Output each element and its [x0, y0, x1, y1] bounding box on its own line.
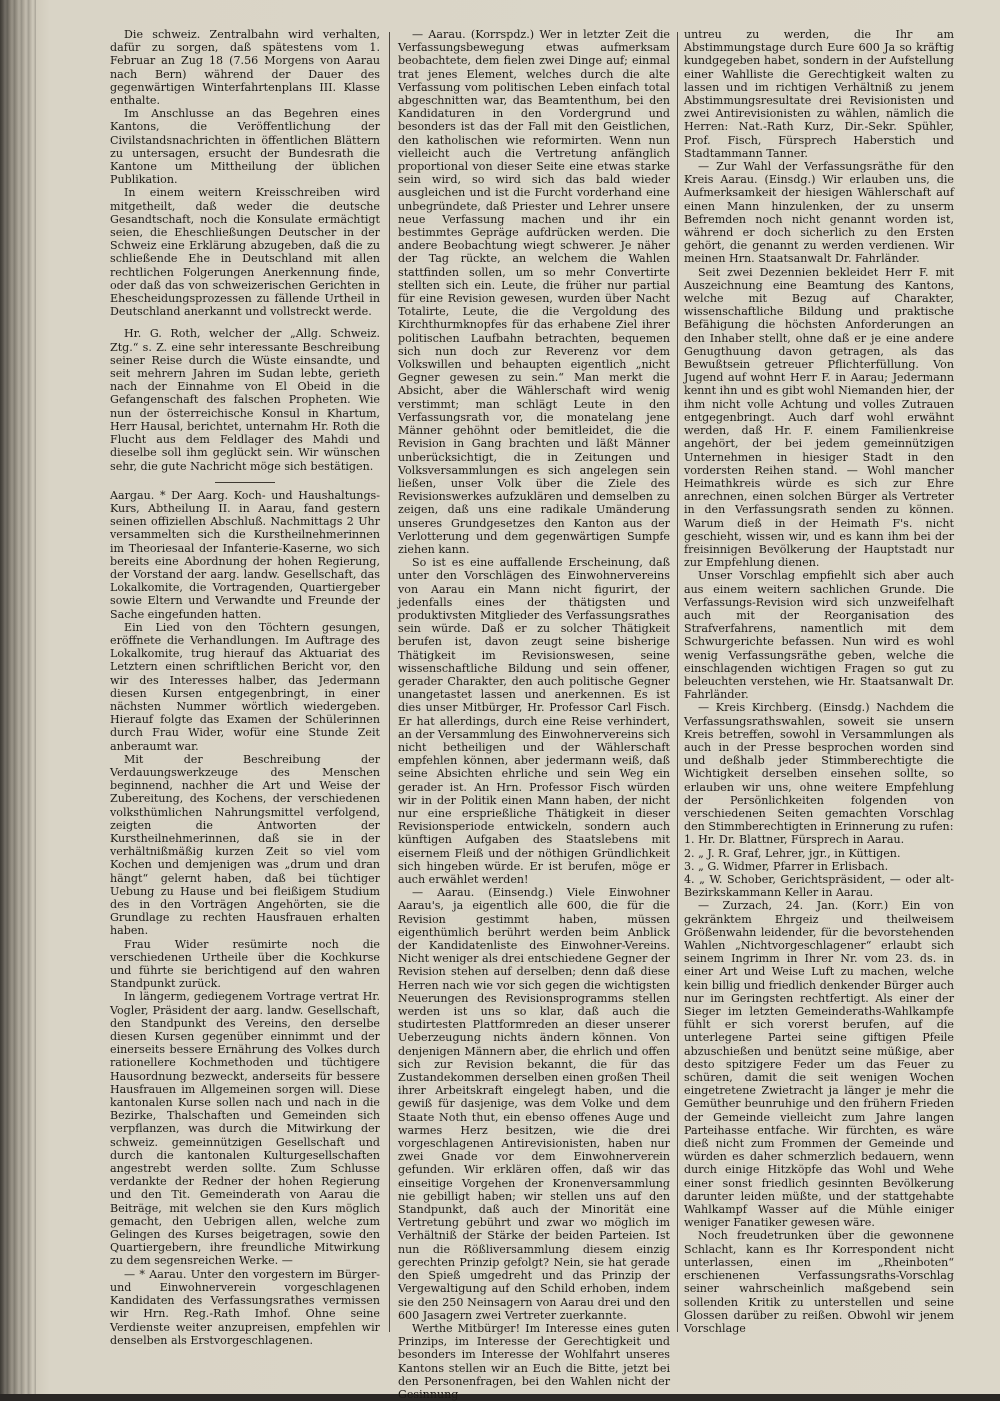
article-kochkurs-heading: Aargau. * Der Aarg. Koch- und Haushaltungs-Kurs, Abtheilung II. in Aarau, fand gestern seinen offiziellen Abschluß. Nachmittags 2 Uhr versammelten sich die Kurstheilnehmerinnen im Theoriesaal der Infanterie-Kaserne, wo sich bereits eine Abordnung der hohen Regierung, der Vorstand der aarg. landw. Gesellschaft, das Lokalkomite, die Vortragenden, Quartiergeber sowie Eltern und Verwandte und Freunde der Sache eingefunden hatten. [110, 488, 380, 621]
article-civilstand: Im Anschlusse an das Begehren eines Kantons, die Veröffentlichung der Civilstandsnachrichten in öffentlichen Blättern zu untersagen, ersucht der Bundesrath die Kantone um Mittheilung der üblichen Publikation. [110, 107, 380, 187]
article-fisch-kandidat: So ist es eine auffallende Erscheinung, daß unter den Vorschlägen des Einwohnervereins von Aarau ein Mann nicht figurirt, der jedenfalls eines der thätigsten und produktivsten Mitglieder des Verfassungsrathes sein würde. Daß er zu solcher Thätigkeit berufen ist, davon zeugt seine bisherige Thätigkeit im Revisionswesen, seine wissenschaftliche Bildung und sein offener, gerader Charakter, den auch politische Gegner unangetastet lassen und anerkennen. Es ist dies unser Mitbürger, Hr. Professor Carl Fisch. Er hat allerdings, durch eine Reise verhindert, an der Versammlung des Einwohnervereins sich nicht betheiligen und der Wählerschaft empfehlen können, aber jedermann weiß, daß seine Absichten ehrliche und sein Weg ein gerader ist. An Hrn. Professor Fisch würden wir in der Politik einen Mann haben, der nicht nur eine ersprießliche Thätigkeit in dieser Revisionsperiode entwickeln, sondern auch künftigen Aufgaben des Staatslebens mit eisernem Fleiß und der nöthigen Gründlichkeit sich hingeben würde. Er ist berufen, möge er auch erwählet werden! [398, 556, 670, 886]
column-rule-left [389, 32, 390, 1332]
article-zurzach: — Zurzach, 24. Jan. (Korr.) Ein von gekränktem Ehrgeiz und theilweisem Größenwahn leidender, für die bevorstehenden Wahlen „Nichtvorgeschlagener“ erlaubt sich seinem Ingrimm in Ihrer Nr. vom 23. ds. in einer Art und Weise Luft zu machen, welche kein billig und friedlich denkender Bürger auch nur im Geringsten rechtfertigt. Als einer der Sieger im letzten Gemeinderaths-Wahlkampfe fühlt er sich vorerst berufen, auf die unterlegene Partei seine giftigen Pfeile abzuschießen und benützt seine müßige, aber desto spitzigere Feder um das Feuer zu schüren, damit die seit wenigen Wochen eingetretene Zwietracht ja länger je mehr die Gemüther beunruhige und den frühern Frieden der Gemeinde vielleicht zum Jahre langen Parteihasse entfache. Wir fürchten, es wäre dieß nicht zum Frommen der Gemeinde und würden es daher schmerzlich bedauern, wenn durch einige Hitzköpfe das Wohl und Wehe einer sonst friedlich gesinnten Bevölkerung darunter leiden müßte, und der stattgehabte Wahlkampf Wasser auf die Mühle einiger weniger Fanatiker gewesen wäre. [684, 899, 954, 1230]
column-rule-right [677, 32, 678, 1332]
article-aarau-einsendung: — Aarau. (Einsendg.) Viele Einwohner Aarau's, ja eigentlich alle 600, die für die Revision gestimmt haben, müssen eigenthümlich berührt werden beim Anblick der Kandidatenliste des Einwohner-Vereins. Nicht weniger als drei entschiedene Gegner der Revision stehen auf derselben; denn daß diese Herren nach wie vor sich gegen die wichtigsten Neuerungen des Revisionsprogramms stellen werden ist uns so klar, daß auch die studirtesten Plattformreden an dieser unserer Ueberzeugung nichts ändern können. Von denjenigen Männern aber, die ehrlich und offen sich zur Revision bekannt, die für das Zustandekommen derselben einen großen Theil ihrer Arbeitskraft eingelegt haben, und die gewiß für dasjenige, was dem Volke und dem Staate Noth thut, ein ebenso offenes Auge und warmes Herz besitzen, wie die drei vorgeschlagenen Antirevisionisten, haben nur zwei Gnade vor dem Einwohnerverein gefunden. Wir erklären offen, daß wir das einseitige Vorgehen der Kronenversammlung nie gebilligt haben; wir stellen uns auf den Standpunkt, daß auch der Minorität eine Vertretung gebührt und zwar wo möglich im Verhältniß der Stärke der beiden Parteien. Ist nun die Rößliversammlung diesem einzig gerechten Prinzip gefolgt? Nein, sie hat gerade den Spieß umgedreht und das Prinzip der Vergewaltigung auf den Schild erhoben, indem sie den 250 Neinsagern von Aarau drei und den 600 Jasagern zwei Vertreter zuerkannte. [398, 886, 670, 1322]
article-continuation-wahlliste: untreu zu werden, die Ihr am Abstimmungstage durch Eure 600 Ja so kräftig kundgegeben habet, sondern in der Aufstellung einer Wahlliste die Gerechtigkeit walten zu lassen und im richtigen Verhältniß zu jenem Abstimmungsresultate drei Revisionisten und zwei Antirevisionisten zu wählen, nämlich die Herren: Nat.-Rath Kurz, Dir.-Sekr. Spühler, Prof. Fisch, Fürsprech Haberstich und Stadtammann Tanner. [684, 28, 954, 160]
candidate-list-item: 3. „ G. Widmer, Pfarrer in Erlisbach. [684, 859, 889, 873]
column-1 [110, 28, 380, 1346]
article-zentralbahn: Die schweiz. Zentralbahn wird verhalten, dafür zu sorgen, daß spätestens vom 1. Februar an Zug 18 (7.56 Morgens von Aarau nach Bern) während der Dauer des gegenwärtigen Winterfahrtenplans III. Klasse enthalte. [110, 28, 380, 108]
book-binding-edge [0, 0, 36, 1394]
article-aarau-korrespondenz: — Aarau. (Korrspdz.) Wer in letzter Zeit die Verfassungsbewegung etwas aufmerksam beobachtete, dem fielen zwei Dinge auf; einmal trat jenes Element, welches durch die alte Verfassung vom politischen Leben einfach total abgeschnitten war, das Beamtenthum, bei den Kandidaturen in den Vordergrund und besonders ist das der Fall mit den Geistlichen, den katholischen wie reformirten. Wenn nun vielleicht auch die Vertretung anfänglich proportional von dieser Seite eine etwas starke sein wird, so wird sich das bald wieder ausgleichen und ist die Furcht vorderhand eine unbegründete, daß Priester und Lehrer unsere neue Verfassung machen und ihr ein bestimmtes Gepräge aufdrücken werden. Die andere Beobachtung wiegt schwerer. Je näher der Tag rückte, an welchem die Wahlen stattfinden sollen, um so mehr Convertirte stellten sich ein. Leute, die früher nur partial für eine Revision gewesen, wurden über Nacht Totalirte, Leute, die die Vergoldung des Kirchthurmknopfes für das erhabene Ziel ihrer politischen Laufbahn betrachten, bequemen sich nun doch zur Reverenz vor dem Volkswillen und behaupten eigentlich „nicht Gegner gewesen zu sein.“ Man merkt die Absicht, aber die Wählerschaft wird wenig verstimmt; man schlägt Leute in den Verfassungsrath vor, die monatelang jene Männer gehöhnt oder bemitleidet, die die Revision in Gang brachten und läßt Männer unberücksichtigt, die in Zeitungen und Volksversammlungen es sich angelegen sein ließen, unser Volk über die Ziele des Revisionswerkes aufzuklären und demselben zu zeigen, daß uns eine radikale Umänderung unseres Grundgesetzes den Kanton aus der Verlotterung und dem gegenwärtigen Sumpfe ziehen kann. [398, 28, 670, 556]
article-werthe-mitbuerger: Werthe Mitbürger! Im Interesse eines guten Prinzips, im Interesse der Gerechtigkeit und besonders im Interesse der Wohlfahrt unseres Kantons stellen wir an Euch die Bitte, jetzt bei den Personenfragen, bei den Wahlen nicht der Gesinnung [398, 1321, 670, 1401]
article-rheinbote: Noch freudetrunken über die gewonnene Schlacht, kann es Ihr Korrespondent nicht unterlassen, einen im „Rheinboten“ erschienenen Verfassungsraths-Vorschlag seiner wahrscheinlich maßgebend sein sollenden Kritik zu unterstellen und seine Glossen darüber zu reißen. Obwohl wir jenem Vorschlage [684, 1229, 954, 1335]
column-2 [398, 28, 670, 1401]
article-fahrlaender: Seit zwei Dezennien bekleidet Herr F. mit Auszeichnung eine Beamtung des Kantons, welche mit Bezug auf Charakter, wissenschaftliche Bildung und praktische Befähigung die höchsten Anforderungen an den Inhaber stellt, ohne daß er je eine andere Genugthuung davon getragen, als das Bewußtsein getreuer Pflichterfüllung. Von Jugend auf wohnt Herr F. in Aarau; Jedermann kennt ihn und es gibt wohl Niemanden hier, der ihm nicht volle Achtung und volles Zutrauen entgegenbringt. Auch darf wohl erwähnt werden, daß Hr. F. einem Familienkreise angehört, der bei jedem gemeinnützigen Unternehmen in hiesiger Stadt in den vordersten Reihen stand. — Wohl mancher Heimathkreis würde es sich zur Ehre anrechnen, einen solchen Bürger als Vertreter in den Verfassungsrath senden zu können. Warum dieß in der Heimath F's. nicht geschieht, wissen wir, und es kann ihm bei der freisinnigen Bevölkerung der Hauptstadt nur zur Empfehlung dienen. [684, 265, 954, 570]
article-aarau-imhof: — * Aarau. Unter den vorgestern im Bürger- und Einwohnerverein vorgeschlagenen Kandidaten des Verfassungsrathes vermissen wir Hrn. Reg.-Rath Imhof. Ohne seine Verdienste weiter anzupreisen, empfehlen wir denselben als Erstvorgeschlagenen. [110, 1267, 380, 1347]
newspaper-page [100, 28, 960, 1401]
article-kochkurs-beschreibung: Mit der Beschreibung der Verdauungswerkzeuge des Menschen beginnend, nachher die Art und Weise der Zubereitung, des Kochens, der verschiedenen volksthümlichen Nahrungsmittel verfolgend, zeigten die Antworten der Kurstheilnehmerinnen, daß sie in der verhältnißmäßig kurzen Zeit so viel vom Kochen und demjenigen was „drum und dran hängt“ gelernt haben, daß bei tüchtiger Uebung zu Hause und bei fleißigem Studium des in den Vorträgen Angehörten, sie die Grundlage zu rechten Hausfrauen erhalten haben. [110, 752, 380, 938]
article-kochkurs-vogler: In längerm, gediegenem Vortrage vertrat Hr. Vogler, Präsident der aarg. landw. Gesellschaft, den Standpunkt des Vereins, den derselbe diesen Kursen gegenüber einnimmt und der einerseits bessere Ernährung des Volkes durch rationellere Kochmethoden und tüchtigere Hausordnung bezweckt, anderseits für bessere Hausfrauen im Allgemeinen sorgen will. Diese kantonalen Kurse sollen nach und nach in die Bezirke, Thalschaften und Gemeinden sich verpflanzen, was durch die Mitwirkung der schweiz. gemeinnützigen Gesellschaft und durch die kantonalen Kulturgesellschaften angestrebt werden sollte. Zum Schlusse verdankte der Redner der hohen Regierung und den Tit. Gemeinderath von Aarau die Beiträge, mit welchen sie den Kurs möglich gemacht, den Uebrigen allen, welche zum Gelingen des Kurses beigetragen, sowie den Quartiergebern, ihre freundliche Mitwirkung zu dem segensreichen Werke. — [110, 990, 380, 1268]
candidate-list-item: 1. Hr. Dr. Blattner, Fürsprech in Aarau. [684, 833, 905, 847]
article-kreis-kirchberg: — Kreis Kirchberg. (Einsdg.) Nachdem die Verfassungsrathswahlen, soweit sie unsern Kreis betreffen, sowohl in Versammlungen als auch in der Presse besprochen worden sind und deßhalb jeder Stimmberechtigte die Wichtigkeit derselben einsehen sollte, so erlauben wir uns, ohne weitere Empfehlung der Persönlichkeiten folgenden von verschiedenen Seiten gemachten Vorschlag den Stimmberechtigten in Erinnerung zu rufen: [684, 701, 954, 834]
article-vorschlag-grund: Unser Vorschlag empfiehlt sich aber auch aus einem weitern sachlichen Grunde. Die Verfassungs-Revision wird sich unzweifelhaft auch mit der Reorganisation des Strafverfahrens, namentlich mit dem Schwurgerichte befassen. Nun wird es wohl wenig Verfassungsräthe geben, welche die einschlagenden wichtigen Fragen so gut zu beleuchten verstehen, wie Hr. Staatsanwalt Dr. Fahrländer. [684, 569, 954, 702]
article-separator [215, 482, 275, 483]
article-wahl-verfassungsraethe: — Zur Wahl der Verfassungsräthe für den Kreis Aarau. (Einsdg.) Wir erlauben uns, die Aufmerksamkeit der hiesigen Wählerschaft auf einen Mann hinzulenken, der zu unserm Befremden noch nicht genannt worden ist, während er doch sicherlich zu den Ersten gehört, die genannt zu werden verdienen. Wir meinen Hrn. Staatsanwalt Dr. Fahrländer. [684, 160, 954, 266]
article-kochkurs-wider: Frau Wider resümirte noch die verschiedenen Urtheile über die Kochkurse und führte sie berichtigend auf den wahren Standpunkt zurück. [110, 937, 380, 991]
article-kreisschreiben: In einem weitern Kreisschreiben wird mitgetheilt, daß weder die deutsche Gesandtschaft, noch die Konsulate ermächtigt seien, die Eheschließungen Deutscher in der Schweiz eine Erklärung abzugeben, daß die zu schließende Ehe in Deutschland mit allen rechtlichen Folgerungen Anerkennung finde, oder daß das von schweizerischen Gerichten in Ehescheidungsprozessen zu fällende Urtheil in Deutschland anerkannt und vollstreckt werde. [110, 186, 380, 319]
article-kochkurs-lied: Ein Lied von den Töchtern gesungen, eröffnete die Verhandlungen. Im Auftrage des Lokalkomite, trug hierauf das Aktuariat des Letztern einen schriftlichen Bericht vor, den wir des Interesses halber, das Jedermann diesen Kursen entgegenbringt, in einer nächsten Nummer wörtlich wiedergeben. Hierauf folgte das Examen der Schülerinnen durch Frau Wider, wofür eine Stunde Zeit anberaumt war. [110, 620, 380, 753]
column-3 [684, 28, 954, 1346]
candidate-list-item: 2. „ J. R. Graf, Lehrer, jgr., in Küttigen. [684, 846, 901, 860]
article-roth-sudan: Hr. G. Roth, welcher der „Allg. Schweiz. Ztg.“ s. Z. eine sehr interessante Beschreibung seiner Reise durch die Wüste einsandte, und seit mehrern Jahren im Sudan lebte, gerieth nach der Einnahme von El Obeid in die Gefangenschaft des falschen Propheten. Wie nun der österreichische Konsul in Khartum, Herr Hausal, berichtet, unternahm Hr. Roth die Flucht aus dem Feldlager des Mahdi und dieselbe soll ihm geglückt sein. Wir wünschen sehr, die gute Nachricht möge sich bestätigen. [110, 327, 380, 473]
candidate-list-item: 4. „ W. Schober, Gerichtspräsident, — oder alt-Bezirkskammann Keller in Aarau. [684, 873, 954, 900]
